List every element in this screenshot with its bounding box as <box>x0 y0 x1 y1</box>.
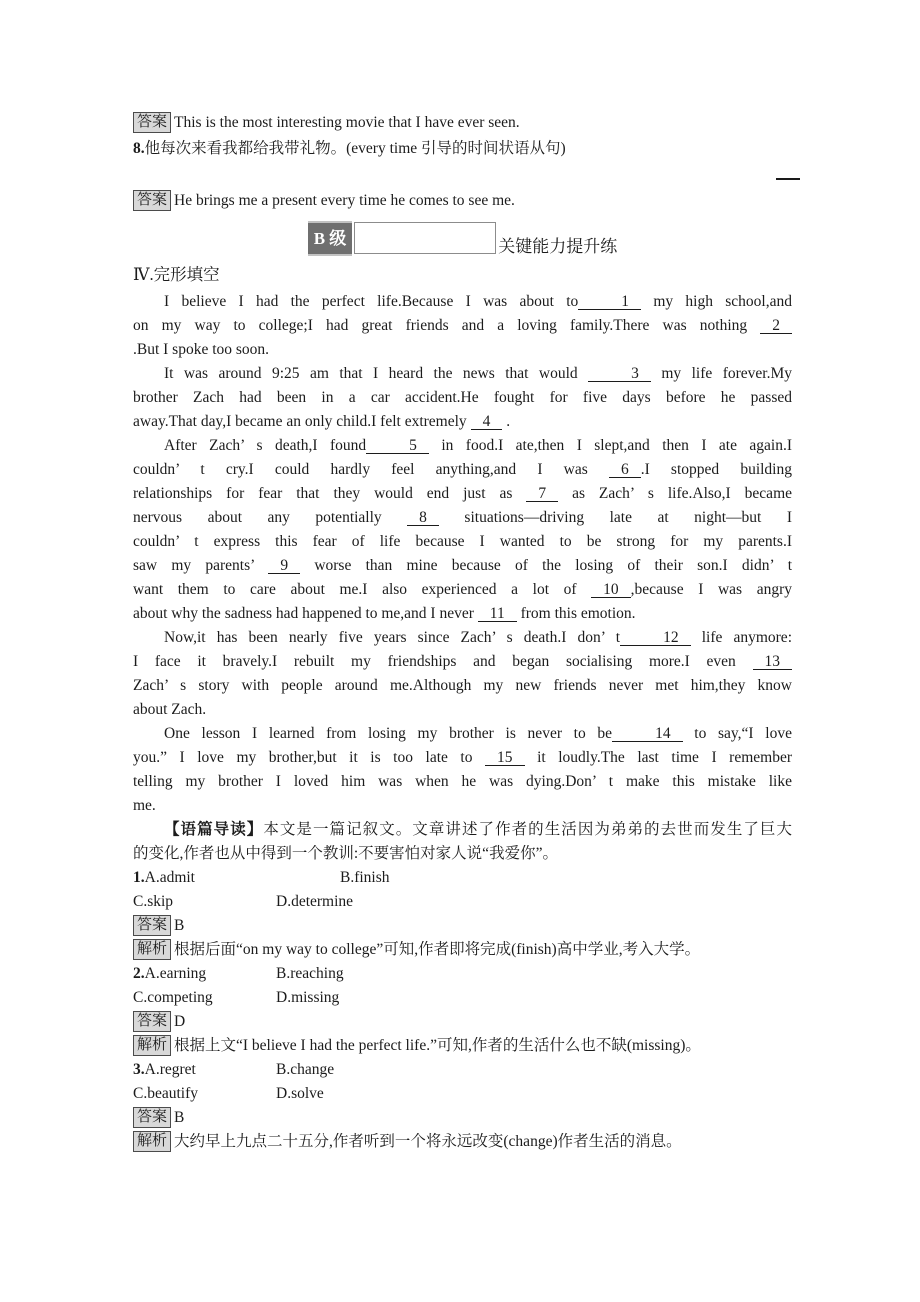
answer-label: 答案 <box>133 112 171 133</box>
cloze-blank-6: 6 <box>609 462 641 478</box>
answer-sentence-8: He brings me a present every time he comes to see me. <box>174 192 515 209</box>
answer-row <box>133 1106 792 1130</box>
questions <box>133 866 792 1154</box>
section-title: 完形填空 <box>153 265 220 284</box>
passage-p4-line-4: about Zach. <box>133 701 207 718</box>
section-number: Ⅳ. <box>133 265 154 284</box>
option-b: B.finish <box>340 869 390 886</box>
cloze-blank-14: 14 <box>612 726 683 742</box>
level-banner <box>133 217 792 259</box>
question-3 <box>133 1058 792 1154</box>
cloze-blank-2: 2 <box>760 318 792 334</box>
section-heading <box>133 261 792 288</box>
cloze-blank-15: 15 <box>485 750 525 766</box>
answer-value: D <box>174 1013 186 1030</box>
question-1 <box>133 866 792 962</box>
analysis-text: 根据后面“on my way to college”可知,作者即将完成(finish)高中学业,考入大学。 <box>174 941 701 958</box>
analysis-row <box>133 938 792 962</box>
cloze-blank-5: 5 <box>366 438 429 454</box>
level-b-badge: B 级 <box>308 221 353 256</box>
passage-p2-line-2: brother Zach had been in a car accident.He fought for five days before he passed <box>133 389 792 406</box>
question-2 <box>133 962 792 1058</box>
guide-tag: 【语篇导读】 <box>164 821 264 838</box>
passage-p3-line-3: relationships for fear that they would end just as 7 as Zach’ s life.Also,I became <box>133 485 793 502</box>
answer-writing-line <box>133 162 792 188</box>
options-row-2 <box>133 1082 792 1106</box>
options-row-1 <box>133 962 792 986</box>
passage-p3-line-2: couldn’ t cry.I could hardly feel anything,and I was 6 .I stopped building <box>133 461 792 478</box>
option-c: C.competing <box>133 989 213 1006</box>
option-cell <box>133 890 276 914</box>
passage-p5-line-4: me. <box>133 797 156 814</box>
cloze-blank-3: 3 <box>588 366 651 382</box>
options-row-2 <box>133 890 792 914</box>
option-cell <box>133 962 276 986</box>
analysis-label: 解析 <box>133 1035 171 1056</box>
guide-text-2: 的变化,作者也从中得到一个教训:不要害怕对家人说“我爱你”。 <box>133 845 558 862</box>
answer-label: 答案 <box>133 915 171 936</box>
analysis-label: 解析 <box>133 1131 171 1152</box>
passage-p5-line-2: you.” I love my brother,but it is too late to 15 it loudly.The last time I remember <box>133 749 792 766</box>
answer-line-8 <box>133 188 792 214</box>
passage-p3-line-6: saw my parents’ 9 worse than mine because of the losing of their son.I didn’ t <box>133 557 793 574</box>
option-a: A.admit <box>144 869 195 886</box>
passage-p3-line-1: After Zach’ s death,I found 5 in food.I ate,then I slept,and then I ate again.I <box>164 437 792 454</box>
option-cell <box>133 1058 276 1082</box>
answer-value: B <box>174 1109 185 1126</box>
passage-p1-line-3: .But I spoke too soon. <box>133 341 270 358</box>
passage <box>133 290 792 818</box>
cloze-blank-4: 4 <box>471 414 503 430</box>
option-cell <box>133 866 340 890</box>
question-number: 1. <box>133 869 145 886</box>
options-row-1 <box>133 866 792 890</box>
guide <box>133 818 792 866</box>
answer-value: B <box>174 917 185 934</box>
passage-p1-line-2: on my way to college;I had great friends and a loving family.There was nothing 2 <box>133 314 792 338</box>
option-cell <box>133 986 276 1010</box>
banner-title: 关键能力提升练 <box>498 237 618 256</box>
cloze-blank-8: 8 <box>407 510 439 526</box>
option-d: D.missing <box>276 989 340 1006</box>
passage-p4-line-3: Zach’ s story with people around me.Although my new friends never met him,they know <box>133 677 792 694</box>
options-row-2 <box>133 986 792 1010</box>
passage-p3-line-7: want them to care about me.I also experienced a lot of 10 ,because I was angry <box>133 581 792 598</box>
option-c: C.skip <box>133 893 174 910</box>
option-a: A.earning <box>144 965 207 982</box>
passage-p3-line-8: about why the sadness had happened to me,and I never 11 from this emotion. <box>133 605 636 622</box>
analysis-row <box>133 1034 792 1058</box>
answer-label: 答案 <box>133 1011 171 1032</box>
option-d: D.solve <box>276 1085 324 1102</box>
passage-p3-line-5: couldn’ t express this fear of life because I wanted to be strong for my parents.I <box>133 533 792 550</box>
passage-p4-line-1: Now,it has been nearly five years since Zach’ s death.I don’ t 12 life anymore: <box>164 629 792 646</box>
answer-label: 答案 <box>133 1107 171 1128</box>
cloze-blank-7: 7 <box>526 486 558 502</box>
options-row-1 <box>133 1058 792 1082</box>
item-8-number: 8. <box>133 140 145 157</box>
answer-line-7 <box>133 110 792 136</box>
cloze-blank-9: 9 <box>268 558 300 574</box>
option-d: D.determine <box>276 893 354 910</box>
passage-p5-line-1: One lesson I learned from losing my brother is never to be 14 to say,“I love <box>164 725 792 742</box>
passage-p2-line-3: away.That day,I became an only child.I felt extremely 4 . <box>133 413 511 430</box>
analysis-text: 大约早上九点二十五分,作者听到一个将永远改变(change)作者生活的消息。 <box>174 1133 682 1150</box>
cloze-blank-11: 11 <box>478 606 517 622</box>
cloze-blank-10: 10 <box>591 582 631 598</box>
guide-line <box>133 842 792 866</box>
cloze-blank-13: 13 <box>753 654 793 670</box>
guide-line <box>133 818 792 842</box>
passage-p4-line-2: I face it bravely.I rebuilt my friendships and began socialising more.I even 13 <box>133 650 792 674</box>
option-a: A.regret <box>144 1061 196 1078</box>
passage-p5-line-3: telling my brother I loved him was when he was dying.Don’ t make this mistake like <box>133 773 792 790</box>
item-8-line <box>133 136 792 162</box>
answer-label: 答案 <box>133 190 171 211</box>
question-number: 3. <box>133 1061 145 1078</box>
analysis-text: 根据上文“I believe I had the perfect life.”可知,作者的生活什么也不缺(missing)。 <box>174 1037 701 1054</box>
option-cell <box>133 1082 276 1106</box>
passage-p3-line-4: nervous about any potentially 8 situations—driving late at night—but I <box>133 509 792 526</box>
guide-text-1: 本文是一篇记叙文。文章讲述了作者的生活因为弟弟的去世而发生了巨大 <box>263 821 792 838</box>
option-c: C.beautify <box>133 1085 198 1102</box>
answer-row <box>133 914 792 938</box>
answer-rule-mark <box>776 178 800 180</box>
item-8-text: 他每次来看我都给我带礼物。(every time 引导的时间状语从句) <box>144 140 566 157</box>
passage-p2-line-1: It was around 9:25 am that I heard the news that would 3 my life forever.My <box>164 365 793 382</box>
cloze-blank-1: 1 <box>578 294 641 310</box>
option-b: B.change <box>276 1061 335 1078</box>
answer-row <box>133 1010 792 1034</box>
question-number: 2. <box>133 965 145 982</box>
analysis-label: 解析 <box>133 939 171 960</box>
analysis-row <box>133 1130 792 1154</box>
answer-sentence-7: This is the most interesting movie that I have ever seen. <box>174 114 520 131</box>
option-b: B.reaching <box>276 965 344 982</box>
banner-empty-box <box>354 222 496 254</box>
passage-p1-line-1: I believe I had the perfect life.Because I was about to 1 my high school,and <box>164 293 792 310</box>
cloze-blank-12: 12 <box>620 630 691 646</box>
